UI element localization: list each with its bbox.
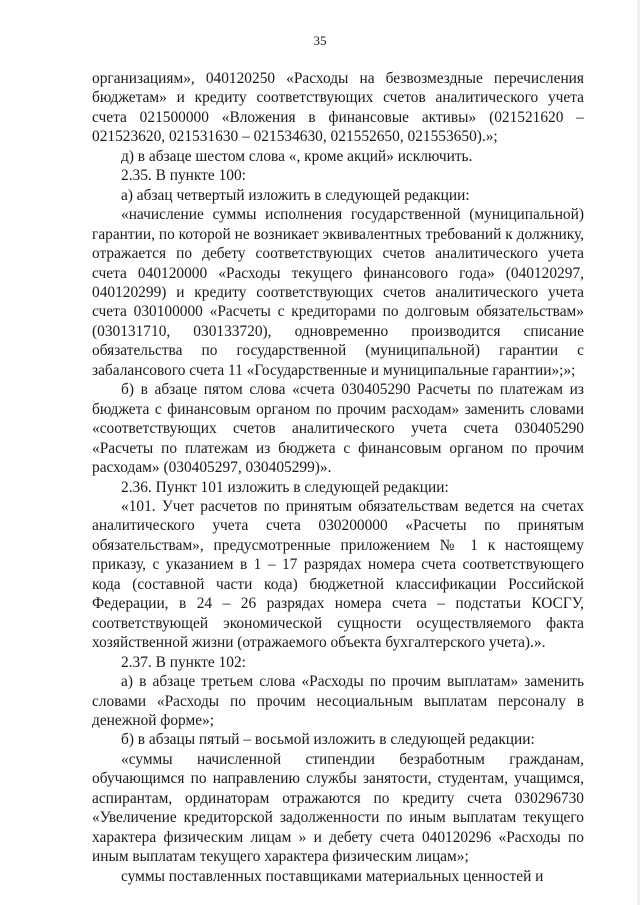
paragraph: суммы поставленных поставщиками материальных ценностей и bbox=[121, 867, 544, 885]
paragraph: 2.35. В пункте 100: bbox=[121, 167, 246, 185]
paragraph: 2.37. В пункте 102: bbox=[121, 653, 246, 671]
paragraph: «начисление суммы исполнения государственной (муниципальной) гарантии, по которой не возникает эквивалентных требований к должнику, отражается по дебету соответствующих счетов аналитического учета счета 040120000 «Расходы текущего финансового года» (040120297, 040120299) и кредиту соответствующих счетов аналитического учета счета 030100000 «Расчеты с кредиторами по долговым обязательствам» (030131710, 030133720), одновременно производится списание обязательства по государственной (муниципальной) гарантии с забалансового счета 11 «Государственные и муниципальные гарантии»;»; bbox=[92, 206, 584, 379]
paragraph: «101. Учет расчетов по принятым обязательствам ведется на счетах аналитического учета счета 030200000 «Расчеты по принятым обязательствам», предусмотренные приложением № 1 к настоящему приказу, с указанием в 1 – 17 разрядах номера счета соответствующего кода (составной части кода) бюджетной классификации Российской Федерации, в 24 – 26 разрядах номера счета – подстатьи КОСГУ, соответствующей экономической сущности осуществляемого факта хозяйственной жизни (отражаемого объекта бухгалтерского учета).». bbox=[92, 497, 584, 652]
document-body bbox=[92, 69, 584, 886]
paragraph: б) в абзацы пятый – восьмой изложить в следующей редакции: bbox=[121, 731, 535, 749]
page-number: 35 bbox=[313, 33, 327, 48]
paragraph: а) абзац четвертый изложить в следующей редакции: bbox=[121, 186, 470, 204]
paragraph: 2.36. Пункт 101 изложить в следующей редакции: bbox=[121, 478, 449, 496]
paragraph: д) в абзаце шестом слова «, кроме акций» исключить. bbox=[121, 147, 473, 165]
paragraph-continuation: организациям», 040120250 «Расходы на безвозмездные перечисления бюджетам» и кредиту соответствующих счетов аналитического учета счета 021500000 «Вложения в финансовые активы» (021521620 – 021523620, 021531630 – 021534630, 021552650, 021553650).»; bbox=[92, 70, 584, 146]
paragraph: «суммы начисленной стипендии безработным гражданам, обучающимся по направлению службы занятости, студентам, учащимся, аспирантам, ординаторам отражаются по кредиту счета 030296730 «Увеличение кредиторской задолженности по иным выплатам текущего характера физическим лицам » и дебету счета 040120296 «Расходы по иным выплатам текущего характера физическим лицам»; bbox=[92, 750, 584, 866]
paragraph: б) в абзаце пятом слова «счета 030405290 Расчеты по платежам из бюджета с финансовым органом по прочим расходам» заменить словами «соответствующих счетов аналитического учета счета 030405290 «Расчеты по платежам из бюджета с финансовым органом по прочим расходам» (030405297, 030405299)». bbox=[92, 381, 584, 477]
paragraph: а) в абзаце третьем слова «Расходы по прочим выплатам» заменить словами «Расходы по прочим несоциальным выплатам персоналу в денежной форме»; bbox=[92, 673, 584, 729]
